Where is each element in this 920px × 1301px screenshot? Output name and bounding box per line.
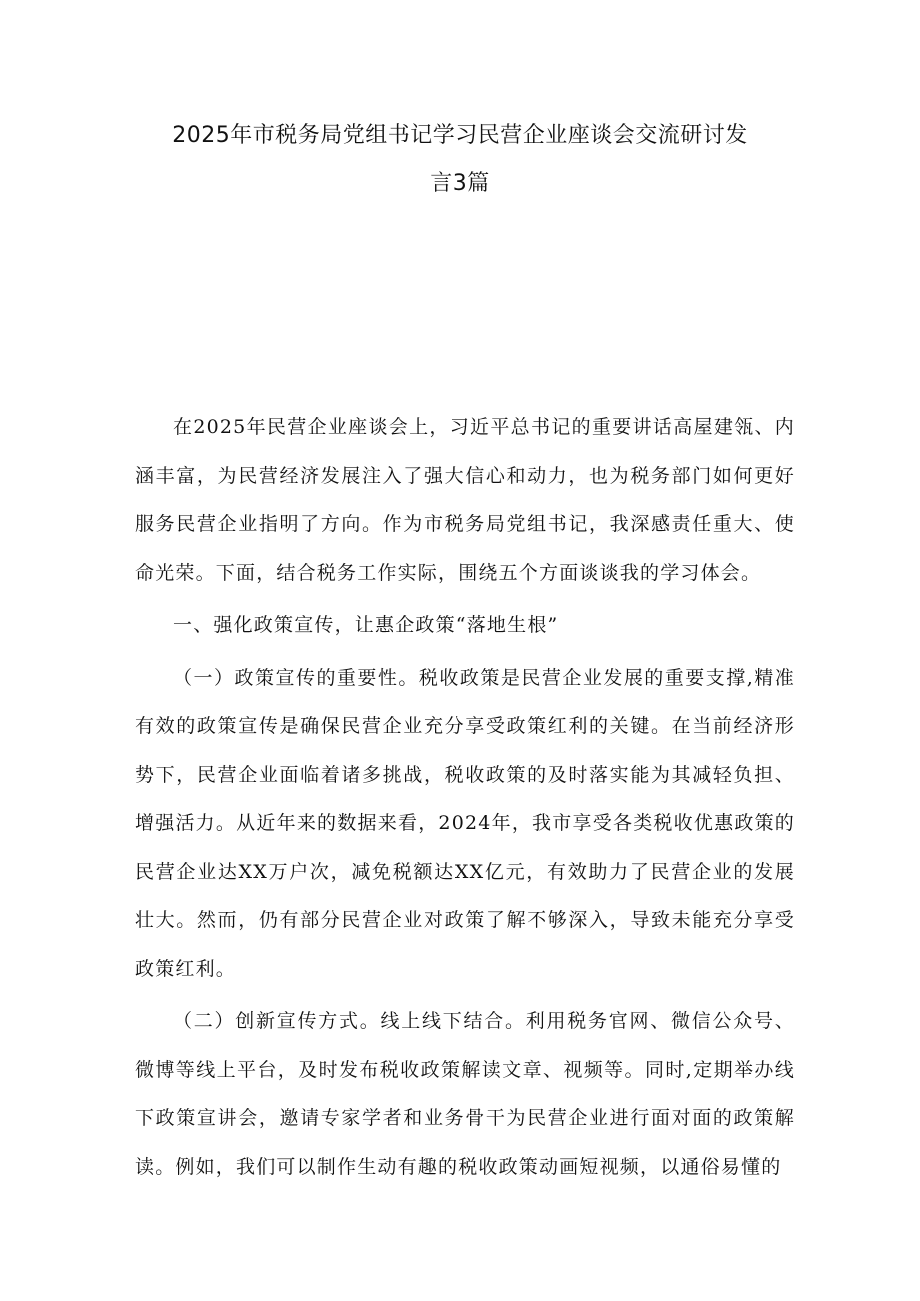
intro-paragraph: 在2025年民营企业座谈会上，习近平总书记的重要讲话高屋建瓴、内涵丰富，为民营经济发展注入了强大信心和动力，也为税务部门如何更好服务民营企业指明了方向。作为市税务局党组书记，我深感责任重大、使命光荣。下面，结合税务工作实际，围绕五个方面谈谈我的学习体会。 (135, 416, 795, 584)
document-body (135, 403, 795, 1191)
section-heading-1: 一、强化政策宣传，让惠企政策“落地生根” (173, 614, 559, 636)
subsection-paragraph-1: （一）政策宣传的重要性。税收政策是民营企业发展的重要支撑,精准有效的政策宣传是确保民营企业充分享受政策红利的关键。在当前经济形势下，民营企业面临着诸多挑战，税收政策的及时落实能为其减轻负担、增强活力。从近年来的数据来看，2024年，我市享受各类税收优惠政策的民营企业达XX万户次，减免税额达XX亿元，有效助力了民营企业的发展壮大。然而，仍有部分民营企业对政策了解不够深入，导致未能充分享受政策红利。 (135, 666, 795, 980)
title-line-1: 2025年市税务局党组书记学习民营企业座谈会交流研讨发 (172, 123, 748, 148)
title-line-2: 言3篇 (430, 171, 490, 196)
document-title (120, 112, 800, 208)
subsection-paragraph-2: （二）创新宣传方式。线上线下结合。利用税务官网、微信公众号、微博等线上平台，及时发布税收政策解读文章、视频等。同时,定期举办线下政策宣讲会，邀请专家学者和业务骨干为民营企业进行面对面的政策解读。例如，我们可以制作生动有趣的税收政策动画短视频，以通俗易懂的 (135, 1010, 795, 1178)
